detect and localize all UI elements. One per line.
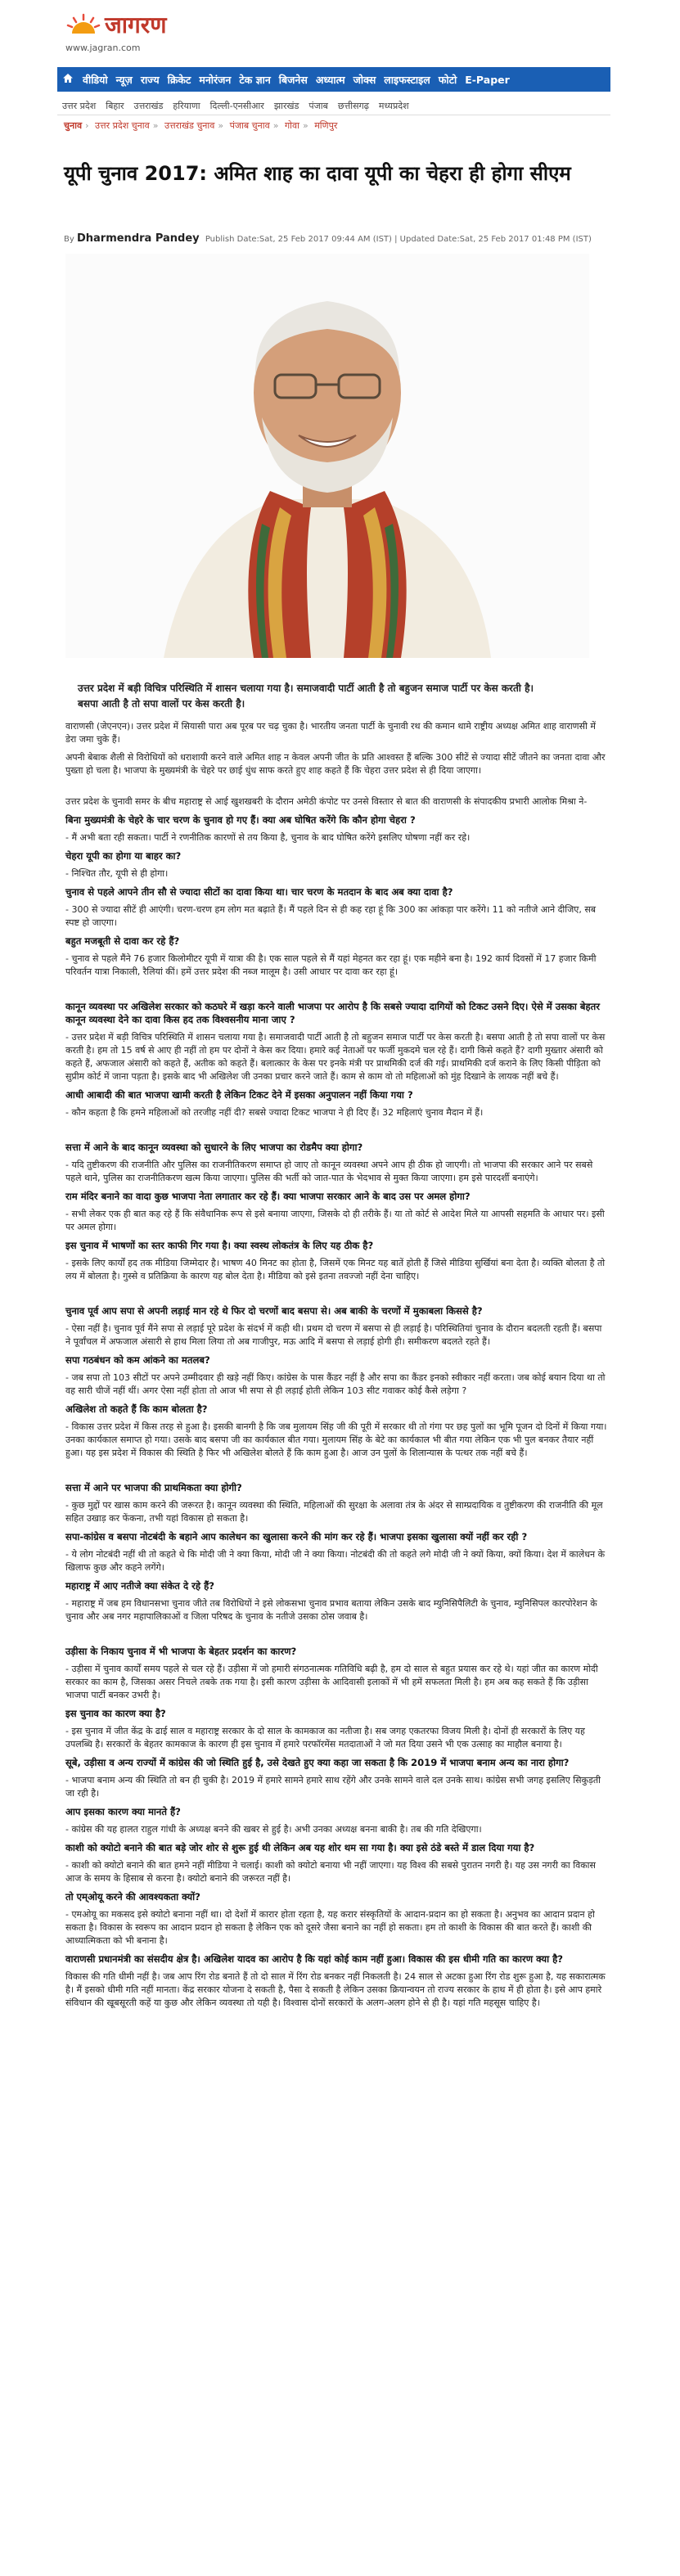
nav-item-jokes[interactable]: जोक्स xyxy=(353,73,376,86)
answer: - काशी को क्योटो बनाने की बात हमने नहीं मीडिया ने चलाई। काशी को क्योटो बनाया भी नहीं जाएगा। यह विश्व की सबसे पुरातन नगरी है। यह उस नगरी का विकास आज के समय के हिसाब से करना है। क्योटो बनाने की जरूरत नहीं है। xyxy=(65,1860,596,1884)
state-nav-item[interactable]: छत्तीसगढ़ xyxy=(337,100,369,111)
nav-item-video[interactable]: वीडियो xyxy=(83,73,108,86)
answer: - इसके लिए कार्यों हद तक मीडिया जिम्मेदार है। भाषण 40 मिनट का होता है, जिसमें एक मिनट यह बातें होती हैं जिसे मीडिया सुर्खियां बना देता है। व्यक्ति बोलता है तो लय में बोलता है। गुस्से व प्रतिक्रिया के कारण यह बोल देता है। मीडिया को इसे इतना तवज्जो नहीं देना चाहिए। xyxy=(65,1258,606,1281)
answer: - 300 से ज्यादा सीटें ही आएंगी। चरण-चरण हम लोग मत बढ़ाते हैं। मैं पहले दिन से ही कह रहा हूं कि 300 का आंकड़ा पार करेंगे। 11 को नतीजे आने दीजिए, सब स्पष्ट हो जाएगा। xyxy=(65,904,597,928)
question: आप इसका कारण क्या मानते हैं? xyxy=(65,1806,181,1817)
hero-image xyxy=(65,254,589,658)
question: चेहरा यूपी का होगा या बाहर का? xyxy=(65,850,182,862)
breadcrumb-item[interactable]: पंजाब चुनाव xyxy=(229,120,270,131)
nav-item-entertainment[interactable]: मनोरंजन xyxy=(199,73,232,86)
nav-item-business[interactable]: बिजनेस xyxy=(278,73,308,86)
question: बिना मुख्यमंत्री के चेहरे के चार चरण के चुनाव हो गए हैं। क्या अब घोषित करेंगे कि कौन होगा चेहरा ? xyxy=(65,814,416,826)
answer: - भाजपा बनाम अन्य की स्थिति तो बन ही चुकी है। 2019 में हमारे सामने हमारे साथ रहेंगे और उनके सामने वाले दल उनके साथ। कांग्रेस सभी जगह इसलिए सिकुड़ती जा रही है। xyxy=(65,1775,601,1799)
question: सत्ता में आने के बाद कानून व्यवस्था को सुधारने के लिए भाजपा का रोडमैप क्या होगा? xyxy=(65,1142,363,1153)
answer: - उड़ीसा में चुनाव कार्यों समय पहले से चल रहे हैं। उड़ीसा में जो हमारी संगठनात्मक गतिविधि बढ़ी है, हम दो साल से बहुत प्रयास कर रहे थे। यहां जीत का कारण मोदी सरकार का काम है, जिसका असर निचले तबके तक गया है। इसी कारण उड़ीसा के आदिवासी इलाकों में भी हमें सफलता मिली है। हम अब कह सकते हैं कि उड़ीसा भाजपा पार्टी बनकर उभरी है। xyxy=(65,1664,598,1700)
nav-item-states[interactable]: राज्य xyxy=(140,73,160,86)
question: आधी आबादी की बात भाजपा खामी करती है लेकिन टिकट देने में इसका अनुपालन नहीं किया गया ? xyxy=(65,1089,413,1101)
answer: - इस चुनाव में जीत केंद्र के ढाई साल व महाराष्ट्र सरकार के दो साल के कामकाज का नतीजा है। सब जगह एकतरफा विजय मिली है। दोनों ही सरकारों के लिए यह उपलब्धि है। सरकारों के बेहतर कामकाज के कारण ही इस चुनाव में हमारे परफॉरमेंस मतदाताओं ने जो मत दिया उसने भी एक उत्साह का माहौल बनाया है। xyxy=(65,1726,585,1750)
question: सपा-कांग्रेस व बसपा नोटबंदी के बहाने आप कालेधन का खुलासा करने की मांग कर रहे हैं। भाजपा इसका खुलासा क्यों नहीं कर रही ? xyxy=(65,1531,528,1542)
answer: - ये लोग नोटबंदी नहीं थी तो कहते थे कि मोदी जी ने क्या किया, मोदी जी ने क्या किया। नोटबंदी की तो कहते लगे मोदी जी ने क्यों किया, क्यों किया। देश में कालेधन के खिलाफ कुछ और कहने लगेंगे। xyxy=(65,1549,606,1573)
question: बहुत मजबूती से दावा कर रहे हैं? xyxy=(65,935,180,947)
state-nav xyxy=(57,97,610,115)
question: महाराष्ट्र में आए नतीजे क्या संकेत दे रहे हैं? xyxy=(65,1580,214,1592)
answer: - जब सपा तो 103 सीटों पर अपने उम्मीदवार ही खड़े नहीं किए। कांग्रेस के पास कैंडर नहीं है और सपा का कैंडर इनको स्वीकार नहीं करता। जब कोई बयान दिया था तो वह सारी चीजें नहीं थीं। अगर ऐसा नहीं होता तो आज भी सपा से ही लड़ाई होती लेकिन 103 सीट गवाकर कोई कैसे लड़ेगा ? xyxy=(65,1372,606,1396)
state-nav-item[interactable]: उत्तर प्रदेश xyxy=(62,100,97,111)
question: कानून व्यवस्था पर अखिलेश सरकार को कठघरे में खड़ा करने वाली भाजपा पर आरोप है कि सबसे ज्यादा दागियों को टिकट उसने दिए। ऐसे में उसका बेहतर कानून व्यवस्था देने का दावा किस हद तक विश्वसनीय माना जाए ? xyxy=(65,1001,600,1025)
intro-paragraph: उत्तर प्रदेश के चुनावी समर के बीच महाराष्ट्र से आई खुशखबरी के दौरान अमेठी कंपोट पर उनसे विस्तार से बात की वाराणसी के संपादकीय प्रभारी आलोक मिश्रा ने- xyxy=(65,796,588,807)
question: राम मंदिर बनाने का वादा कुछ भाजपा नेता लगातार कर रहे हैं। क्या भाजपा सरकार आने के बाद उस पर अमल होगा? xyxy=(65,1191,471,1202)
main-nav xyxy=(57,67,610,92)
answer: - कौन कहता है कि हमने महिलाओं को तरजीह नहीं दी? सबसे ज्यादा टिकट भाजपा ने ही दिए हैं। 32 महिलाएं चुनाव मैदान में हैं। xyxy=(65,1107,484,1118)
answer: - कांग्रेस की यह हालत राहुल गांधी के अध्यक्ष बनने की खबर से हुई है। अभी उनका अध्यक्ष बनना बाकी है। तब की गति देखिएगा। xyxy=(65,1824,482,1835)
state-nav-item[interactable]: दिल्ली-एनसीआर xyxy=(209,100,264,111)
breadcrumb-item[interactable]: चुनाव xyxy=(64,120,83,131)
question: सूबे, उड़ीसा व अन्य राज्यों में कांग्रेस की जो स्थिति हुई है, उसे देखते हुए क्या कहा जा सकता है कि 2019 में भाजपा बनाम अन्य का नारा होगा? xyxy=(65,1757,570,1768)
breadcrumb-item[interactable]: उत्तराखंड चुनाव xyxy=(164,120,215,131)
article-headline: यूपी चुनाव 2017: अमित शाह का दावा यूपी का चेहरा ही होगा सीएम xyxy=(64,162,571,185)
answer: - सभी लेकर एक ही बात कह रहे हैं कि संवैधानिक रूप से इसे बनाया जाएगा, जिसके दो ही तरीके हैं। या तो कोर्ट से आदेश मिले या आपसी सहमति के आधार पर। इसी पर अमल होगा। xyxy=(65,1209,605,1232)
publish-date: Publish Date:Sat, 25 Feb 2017 09:44 AM (IST) | Updated Date:Sat, 25 Feb 2017 01:48 PM (IST) xyxy=(205,235,592,244)
question: सपा गठबंधन को कम आंकने का मतलब? xyxy=(65,1354,210,1366)
answer: - एमओयू का मकसद इसे क्योटो बनाना नहीं था। दो देशों में कारार होता रहता है, यह करार संस्कृतियों के आदान-प्रदान का हो सकता है। अनुभव का आदान प्रदान हो सकता है। विकास के स्वरूप का आदान प्रदान हो सकता है लेकिन एक को दूसरे जैसा बनाने का नहीं हो सकता। हम तो काशी के विकास की बात करते हैं। काशी की आध्यात्मिकता को भी बनाना है। xyxy=(65,1909,595,1946)
breadcrumb-item[interactable]: मणिपुर xyxy=(314,120,338,131)
answer: - महाराष्ट्र में जब हम विधानसभा चुनाव जीते तब विरोधियों ने इसे लोकसभा चुनाव प्रभाव बताया लेकिन उसके बाद म्युनिसिपैलिटी के चुनाव, म्युनिसिपल कारपोरेशन के चुनाव और अब नगर महापालिकाओं व जिला परिषद के चुनाव के नतीजे उसका ठोस जवाब है। xyxy=(65,1598,597,1622)
breadcrumb-item[interactable]: गोवा xyxy=(284,120,299,131)
breadcrumb: चुनाव › उत्तर प्रदेश चुनाव » उत्तराखंड चुनाव » पंजाब चुनाव » गोवा » मणिपुर xyxy=(64,120,338,131)
question: वाराणसी प्रधानमंत्री का संसदीय क्षेत्र है। अखिलेश यादव का आरोप है कि यहां कोई काम नहीं हुआ। विकास की इस धीमी गति का कारण क्या है? xyxy=(65,1953,564,1965)
question: काशी को क्योटो बनाने की बात बड़े जोर शोर से शुरू हुई थी लेकिन अब यह शोर थम सा गया है। क्या इसे ठंडे बस्ते में डाल दिया गया है? xyxy=(65,1842,535,1853)
image-caption: उत्तर प्रदेश में बड़ी विचित्र परिस्थिति में शासन चलाया गया है। समाजवादी पार्टी आती है तो बहुजन समाज पार्टी पर केस करती है। बसपा आती है तो सपा वालों पर केस करती है। xyxy=(78,682,534,709)
logo[interactable] xyxy=(65,8,614,41)
state-nav-item[interactable]: मध्यप्रदेश xyxy=(378,100,409,111)
breadcrumb-item[interactable]: उत्तर प्रदेश चुनाव xyxy=(94,120,150,131)
question: इस चुनाव का कारण क्या है? xyxy=(65,1708,166,1719)
nav-item-epaper[interactable]: E-Paper xyxy=(465,73,510,86)
answer: - विकास उत्तर प्रदेश में किस तरह से हुआ है। इसकी बानगी है कि जब मुलायम सिंह जी की पूरी में सरकार थी तो गंगा पर छह पुलों का भूमि पूजन दो दिनों में किया गया। उनका कार्यकाल समाप्त हो गया। उसके बाद बसपा जी का कार्यकाल बीत गया। मुलायम सिंह के बेटे का कार्यकाल भी बीत गया लेकिन एक भी पुल बनकर तैयार नहीं हुआ। यह इस प्रदेश में विकास की स्थिति है फिर भी अखिलेश बोलते हैं कि काम हुआ है। आज उन पुलों के शिलान्यास के पत्थर तक नहीं बचे हैं। xyxy=(65,1421,607,1458)
state-nav-item[interactable]: झारखंड xyxy=(273,100,299,111)
question: सत्ता में आने पर भाजपा की प्राथमिकता क्या होगी? xyxy=(65,1482,242,1493)
author-name[interactable]: Dharmendra Pandey xyxy=(76,232,200,245)
question: चुनाव पूर्व आप सपा से अपनी लड़ाई मान रहे थे फिर दो चरणों बाद बसपा से। अब बाकी के चरणों में मुकाबला किससे है? xyxy=(65,1305,483,1317)
answer: - मैं अभी बता रही सकता। पार्टी ने रणनीतिक कारणों से तय किया है, चुनाव के बाद घोषित करेंगे इसलिए घोषणा नहीं कर रहे। xyxy=(65,832,471,843)
answer: - कुछ मुद्दों पर खास काम करने की जरूरत है। कानून व्यवस्था की स्थिति, महिलाओं की सुरक्षा के अलावा तंत्र के अंदर से साम्प्रदायिक व तुष्टीकरण की राजनीति की मूल सहित उखाड़ कर फेंकना, तभी यहां विकास हो सकता है। xyxy=(65,1500,603,1524)
byline-by: By xyxy=(64,235,74,244)
sun-logo-icon xyxy=(65,12,101,37)
answer: - चुनाव से पहले मैंने 76 हजार किलोमीटर यूपी में यात्रा की है। एक साल पहले से मैं यहां मेहनत कर रहा हूं। एक महीने बना है। 192 कार्य दिवसों में 17 हजार किमी परिवर्तन यात्रा निकाली, रैलियां कीं। हमें उत्तर प्रदेश की नब्ज मालूम है। उसी आधार पर दावा कर रहा हूं। xyxy=(65,953,597,977)
nav-item-spirituality[interactable]: अध्यात्म xyxy=(315,73,345,86)
state-nav-item[interactable]: उत्तराखंड xyxy=(133,100,164,111)
state-nav-item[interactable]: बिहार xyxy=(106,100,124,111)
question: अखिलेश तो कहते हैं कि काम बोलता है? xyxy=(65,1403,208,1415)
nav-item-tech[interactable]: टेक ज्ञान xyxy=(239,73,271,86)
intro-paragraph: अपनी बेबाक शैली से विरोधियों को धराशायी करने वाले अमित शाह न केवल अपनी जीत के प्रति आश्वस्त हैं बल्कि 300 सीटें से ज्यादा सीटें जीतने का जनता दावा और पुख्ता हो चला है। भाजपा के मुख्यमंत्री के चेहरे पर छाई धुंध साफ करते हुए शाह कहते हैं कि चेहरा उत्तर प्रदेश से ही दिया जाएगा। xyxy=(65,752,606,776)
answer: - उत्तर प्रदेश में बड़ी विचित्र परिस्थिति में शासन चलाया गया है। समाजवादी पार्टी आती है तो बहुजन समाज पार्टी पर केस करती है। बसपा आती है तो सपा वालों पर केस करती है। हम तो 15 वर्ष से आए ही नहीं तो हम पर दोनों ने केस कर दिया। हमारे कई नेताओं पर फर्जी मुकदमे चल रहे हैं। दागी किसे कहते हैं? दागी मुख्तार अंसारी को कहते हैं, अफजाल अंसारी को कहते हैं, अतीक को कहते हैं। बलात्कार के केस पर इनके मंत्री पर प्राथमिकी दर्ज की गई। प्राथमिकी दर्ज कराने के लिए किसी पीड़िता को सुप्रीम कोर्ट में जाना पड़ता है। इसके बाद भी अखिलेश जी उनका प्रचार करने जाते हैं। काम से काम वो तो महिलाओं को मुंह दिखाने के लायक नहीं बचे हैं। xyxy=(65,1032,606,1082)
article-body xyxy=(65,720,607,2015)
question: उड़ीसा के निकाय चुनाव में भी भाजपा के बेहतर प्रदर्शन का कारण? xyxy=(65,1646,297,1657)
nav-item-cricket[interactable]: क्रिकेट xyxy=(167,73,191,86)
nav-item-news[interactable]: न्यूज़ xyxy=(115,73,133,86)
question: चुनाव से पहले आपने तीन सौ से ज्यादा सीटों का दावा किया था। चार चरण के मतदान के बाद अब क्या दावा है? xyxy=(65,886,453,898)
nav-item-lifestyle[interactable]: लाइफस्टाइल xyxy=(384,73,430,86)
home-icon[interactable] xyxy=(62,73,74,87)
intro-paragraph: वाराणसी (जेएनएन)। उत्तर प्रदेश में सियासी पारा अब पूरब पर चढ़ चुका है। भारतीय जनता पार्टी के चुनावी रथ की कमान थामे राष्ट्रीय अध्यक्ष अमित शाह वाराणसी में डेरा जमा चुके हैं। xyxy=(65,721,596,745)
state-nav-item[interactable]: हरियाणा xyxy=(173,100,200,111)
state-nav-item[interactable]: पंजाब xyxy=(308,100,328,111)
answer: - यदि तुष्टीकरण की राजनीति और पुलिस का राजनीतिकरण समाप्त हो जाए तो कानून व्यवस्था अपने आप ही ठीक हो जाएगी। तो भाजपा की सरकार आने पर सबसे पहले थाने, पुलिस का राजनीतिकरण खत्म किया जाएगा। पुलिस की भर्ती को जात-पात के भेदभाव से मुक्त किया जाएगा। हम इसे पारदर्शी बनाएंगे। xyxy=(65,1160,593,1183)
logo-text: जागरण xyxy=(105,11,167,38)
site-url: www.jagran.com xyxy=(65,43,141,53)
answer: विकास की गति धीमी नहीं है। जब आप रिंग रोड बनाते हैं तो दो साल में रिंग रोड बनकर नहीं निकलती है। 24 साल से अटका हुआ रिंग रोड शुरू हुआ है, यह सकारात्मक है। मैं इसको धीमी गति नहीं मानता। केंद्र सरकार योजना दे सकती है, पैसा दे सकती है लेकिन उसका क्रियान्वयन तो राज्य सरकार के हाथ में ही होता है। इसे आप हमारे संविधान की खूबसूरती कहें या कुछ और लेकिन व्यवस्था तो यही है। विश्वास दोनों सरकारों के अलग-अलग होने से ही है। यहां गति महसूस चाहिए है। xyxy=(65,1971,606,2008)
nav-item-photo[interactable]: फोटो xyxy=(438,73,457,86)
answer: - निश्चित तौर, यूपी से ही होगा। xyxy=(65,868,169,879)
question: तो एम्ओयू करने की आवश्यकता क्यों? xyxy=(65,1891,200,1903)
byline xyxy=(64,232,592,245)
question: इस चुनाव में भाषणों का स्तर काफी गिर गया है। क्या स्वस्थ लोकतंत्र के लिए यह ठीक है? xyxy=(65,1240,374,1251)
site-header xyxy=(65,8,614,65)
answer: - ऐसा नहीं है। चुनाव पूर्व मैंने सपा से लड़ाई पूरे प्रदेश के संदर्भ में कही थी। प्रथम दो चरण में बसपा से ही लड़ाई है। परिस्थितियां चुनाव के दौरान बदलती रहती हैं। बसपा ने पूर्वांचल में अफजाल अंसारी से हाथ मिला लिया तो अब गाजीपुर, मऊ आदि में बसपा से लड़ाई होगी ही। समीकरण बदलते रहते हैं। xyxy=(65,1323,602,1347)
